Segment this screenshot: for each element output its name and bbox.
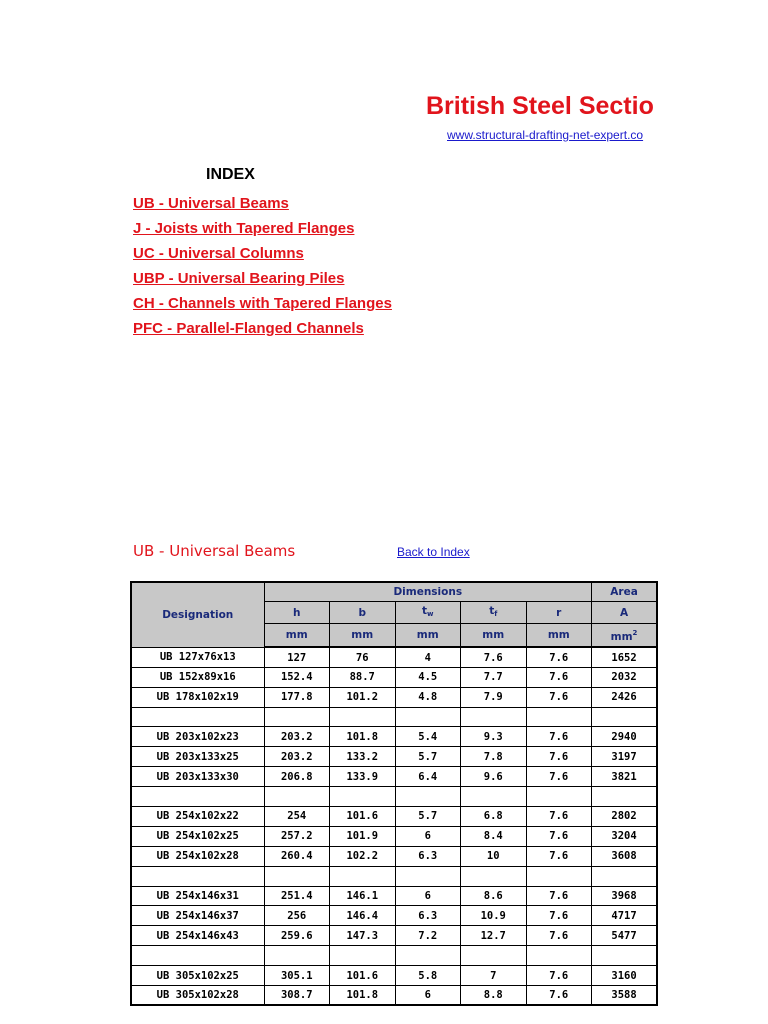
value-cell: 133.2 bbox=[330, 747, 396, 767]
empty-cell bbox=[131, 946, 264, 966]
value-cell: 101.6 bbox=[330, 807, 396, 827]
designation-cell: UB 305x102x28 bbox=[131, 986, 264, 1006]
value-cell: 3968 bbox=[592, 886, 658, 906]
empty-cell bbox=[264, 946, 330, 966]
column-unit: mm bbox=[330, 624, 396, 648]
column-symbol-subscript: w bbox=[427, 610, 434, 619]
value-cell: 7.6 bbox=[526, 807, 592, 827]
value-cell: 2802 bbox=[592, 807, 658, 827]
index-item-ch bbox=[133, 294, 392, 319]
table-row bbox=[131, 986, 657, 1006]
value-cell: 7.6 bbox=[526, 767, 592, 787]
value-cell: 3588 bbox=[592, 986, 658, 1006]
value-cell: 7.6 bbox=[526, 926, 592, 946]
empty-cell bbox=[592, 946, 658, 966]
value-cell: 4 bbox=[395, 647, 461, 667]
page-title: British Steel Sectio bbox=[426, 92, 654, 120]
table-row bbox=[131, 826, 657, 846]
empty-cell bbox=[395, 707, 461, 727]
empty-cell bbox=[461, 866, 527, 886]
dimensions-header: Dimensions bbox=[264, 582, 592, 602]
website-link[interactable]: www.structural-drafting-net-expert.co bbox=[447, 128, 644, 142]
empty-cell bbox=[461, 946, 527, 966]
empty-cell bbox=[395, 866, 461, 886]
value-cell: 7.9 bbox=[461, 687, 527, 707]
value-cell: 2032 bbox=[592, 667, 658, 687]
group-separator-row bbox=[131, 707, 657, 727]
column-symbol-text: b bbox=[358, 606, 367, 619]
table-body bbox=[131, 647, 657, 1005]
value-cell: 102.2 bbox=[330, 846, 396, 866]
index-item-ub bbox=[133, 194, 392, 219]
empty-cell bbox=[526, 866, 592, 886]
designation-cell: UB 203x133x25 bbox=[131, 747, 264, 767]
empty-cell bbox=[592, 707, 658, 727]
index-item-j bbox=[133, 219, 392, 244]
value-cell: 305.1 bbox=[264, 966, 330, 986]
value-cell: 5.4 bbox=[395, 727, 461, 747]
value-cell: 9.6 bbox=[461, 767, 527, 787]
value-cell: 76 bbox=[330, 647, 396, 667]
value-cell: 5.7 bbox=[395, 807, 461, 827]
designation-cell: UB 127x76x13 bbox=[131, 647, 264, 667]
value-cell: 101.6 bbox=[330, 966, 396, 986]
group-separator-row bbox=[131, 787, 657, 807]
index-item-uc bbox=[133, 244, 392, 269]
value-cell: 6.3 bbox=[395, 906, 461, 926]
designation-cell: UB 254x102x28 bbox=[131, 846, 264, 866]
index-item-pfc bbox=[133, 319, 392, 344]
empty-cell bbox=[330, 707, 396, 727]
value-cell: 308.7 bbox=[264, 986, 330, 1006]
column-symbol bbox=[395, 602, 461, 624]
designation-cell: UB 203x102x23 bbox=[131, 727, 264, 747]
area-unit-superscript: 2 bbox=[632, 629, 638, 638]
table-row bbox=[131, 687, 657, 707]
value-cell: 6 bbox=[395, 986, 461, 1006]
value-cell: 7.6 bbox=[461, 647, 527, 667]
empty-cell bbox=[131, 787, 264, 807]
column-symbol bbox=[461, 602, 527, 624]
value-cell: 6.8 bbox=[461, 807, 527, 827]
value-cell: 101.2 bbox=[330, 687, 396, 707]
value-cell: 7.6 bbox=[526, 886, 592, 906]
empty-cell bbox=[264, 707, 330, 727]
group-separator-row bbox=[131, 946, 657, 966]
empty-cell bbox=[330, 787, 396, 807]
designation-cell: UB 254x102x25 bbox=[131, 826, 264, 846]
table-row bbox=[131, 667, 657, 687]
area-header: Area bbox=[592, 582, 658, 602]
column-symbol bbox=[264, 602, 330, 624]
value-cell: 7.6 bbox=[526, 826, 592, 846]
index-list bbox=[133, 194, 392, 344]
section-heading: UB - Universal Beams bbox=[133, 542, 296, 560]
empty-cell bbox=[264, 866, 330, 886]
empty-cell bbox=[264, 787, 330, 807]
value-cell: 10.9 bbox=[461, 906, 527, 926]
value-cell: 8.4 bbox=[461, 826, 527, 846]
column-symbol-text: t bbox=[489, 605, 495, 618]
table-row bbox=[131, 926, 657, 946]
value-cell: 7 bbox=[461, 966, 527, 986]
value-cell: 7.6 bbox=[526, 986, 592, 1006]
empty-cell bbox=[330, 866, 396, 886]
value-cell: 7.8 bbox=[461, 747, 527, 767]
column-unit: mm bbox=[526, 624, 592, 648]
value-cell: 4.8 bbox=[395, 687, 461, 707]
value-cell: 3204 bbox=[592, 826, 658, 846]
empty-cell bbox=[330, 946, 396, 966]
value-cell: 2426 bbox=[592, 687, 658, 707]
sections-table bbox=[130, 581, 658, 1006]
column-symbol bbox=[526, 602, 592, 624]
value-cell: 206.8 bbox=[264, 767, 330, 787]
value-cell: 2940 bbox=[592, 727, 658, 747]
index-link-j[interactable]: J - Joists with Tapered Flanges bbox=[133, 220, 355, 237]
value-cell: 10 bbox=[461, 846, 527, 866]
value-cell: 251.4 bbox=[264, 886, 330, 906]
designation-cell: UB 152x89x16 bbox=[131, 667, 264, 687]
value-cell: 256 bbox=[264, 906, 330, 926]
value-cell: 7.6 bbox=[526, 966, 592, 986]
table-row bbox=[131, 966, 657, 986]
index-heading: INDEX bbox=[206, 166, 255, 183]
value-cell: 7.2 bbox=[395, 926, 461, 946]
designation-cell: UB 203x133x30 bbox=[131, 767, 264, 787]
value-cell: 3608 bbox=[592, 846, 658, 866]
table-row bbox=[131, 647, 657, 667]
value-cell: 152.4 bbox=[264, 667, 330, 687]
value-cell: 127 bbox=[264, 647, 330, 667]
value-cell: 101.8 bbox=[330, 727, 396, 747]
designation-header: Designation bbox=[131, 582, 264, 647]
value-cell: 254 bbox=[264, 807, 330, 827]
value-cell: 259.6 bbox=[264, 926, 330, 946]
empty-cell bbox=[461, 707, 527, 727]
value-cell: 203.2 bbox=[264, 747, 330, 767]
table-row bbox=[131, 846, 657, 866]
table-row bbox=[131, 807, 657, 827]
value-cell: 7.6 bbox=[526, 747, 592, 767]
empty-cell bbox=[592, 866, 658, 886]
value-cell: 6 bbox=[395, 826, 461, 846]
value-cell: 7.6 bbox=[526, 906, 592, 926]
value-cell: 3197 bbox=[592, 747, 658, 767]
value-cell: 7.6 bbox=[526, 846, 592, 866]
value-cell: 7.6 bbox=[526, 647, 592, 667]
empty-cell bbox=[526, 787, 592, 807]
table-row bbox=[131, 747, 657, 767]
designation-cell: UB 254x102x22 bbox=[131, 807, 264, 827]
value-cell: 5.8 bbox=[395, 966, 461, 986]
value-cell: 260.4 bbox=[264, 846, 330, 866]
value-cell: 4717 bbox=[592, 906, 658, 926]
area-unit bbox=[592, 624, 658, 648]
value-cell: 7.6 bbox=[526, 667, 592, 687]
designation-cell: UB 305x102x25 bbox=[131, 966, 264, 986]
empty-cell bbox=[395, 787, 461, 807]
designation-cell: UB 254x146x31 bbox=[131, 886, 264, 906]
table-row bbox=[131, 886, 657, 906]
value-cell: 6 bbox=[395, 886, 461, 906]
value-cell: 5477 bbox=[592, 926, 658, 946]
back-to-index-link[interactable]: Back to Index bbox=[397, 545, 470, 559]
area-symbol: A bbox=[592, 602, 658, 624]
empty-cell bbox=[461, 787, 527, 807]
value-cell: 101.9 bbox=[330, 826, 396, 846]
column-unit: mm bbox=[264, 624, 330, 648]
value-cell: 12.7 bbox=[461, 926, 527, 946]
empty-cell bbox=[131, 866, 264, 886]
value-cell: 7.7 bbox=[461, 667, 527, 687]
column-unit: mm bbox=[461, 624, 527, 648]
column-symbol-text: t bbox=[422, 605, 428, 618]
value-cell: 146.4 bbox=[330, 906, 396, 926]
group-separator-row bbox=[131, 866, 657, 886]
value-cell: 1652 bbox=[592, 647, 658, 667]
table-row bbox=[131, 767, 657, 787]
index-link-pfc[interactable]: PFC - Parallel-Flanged Channels bbox=[133, 320, 364, 337]
value-cell: 203.2 bbox=[264, 727, 330, 747]
empty-cell bbox=[526, 946, 592, 966]
index-link-ch[interactable]: CH - Channels with Tapered Flanges bbox=[133, 295, 392, 312]
index-link-ubp[interactable]: UBP - Universal Bearing Piles bbox=[133, 270, 345, 287]
column-symbol bbox=[330, 602, 396, 624]
value-cell: 5.7 bbox=[395, 747, 461, 767]
value-cell: 133.9 bbox=[330, 767, 396, 787]
area-unit-text: mm bbox=[610, 631, 633, 644]
column-symbol-text: r bbox=[556, 606, 562, 619]
value-cell: 3160 bbox=[592, 966, 658, 986]
value-cell: 147.3 bbox=[330, 926, 396, 946]
table-row bbox=[131, 727, 657, 747]
column-symbol-subscript: f bbox=[494, 610, 498, 619]
value-cell: 88.7 bbox=[330, 667, 396, 687]
value-cell: 8.8 bbox=[461, 986, 527, 1006]
value-cell: 9.3 bbox=[461, 727, 527, 747]
designation-cell: UB 254x146x43 bbox=[131, 926, 264, 946]
value-cell: 101.8 bbox=[330, 986, 396, 1006]
value-cell: 3821 bbox=[592, 767, 658, 787]
value-cell: 257.2 bbox=[264, 826, 330, 846]
value-cell: 6.3 bbox=[395, 846, 461, 866]
column-unit: mm bbox=[395, 624, 461, 648]
empty-cell bbox=[131, 707, 264, 727]
index-item-ubp bbox=[133, 269, 392, 294]
index-link-ub[interactable]: UB - Universal Beams bbox=[133, 195, 289, 212]
index-link-uc[interactable]: UC - Universal Columns bbox=[133, 245, 304, 262]
empty-cell bbox=[592, 787, 658, 807]
value-cell: 7.6 bbox=[526, 687, 592, 707]
designation-cell: UB 254x146x37 bbox=[131, 906, 264, 926]
column-symbol-text: h bbox=[293, 606, 301, 619]
value-cell: 6.4 bbox=[395, 767, 461, 787]
table-row bbox=[131, 906, 657, 926]
empty-cell bbox=[526, 707, 592, 727]
value-cell: 177.8 bbox=[264, 687, 330, 707]
value-cell: 146.1 bbox=[330, 886, 396, 906]
value-cell: 7.6 bbox=[526, 727, 592, 747]
value-cell: 4.5 bbox=[395, 667, 461, 687]
designation-cell: UB 178x102x19 bbox=[131, 687, 264, 707]
empty-cell bbox=[395, 946, 461, 966]
value-cell: 8.6 bbox=[461, 886, 527, 906]
